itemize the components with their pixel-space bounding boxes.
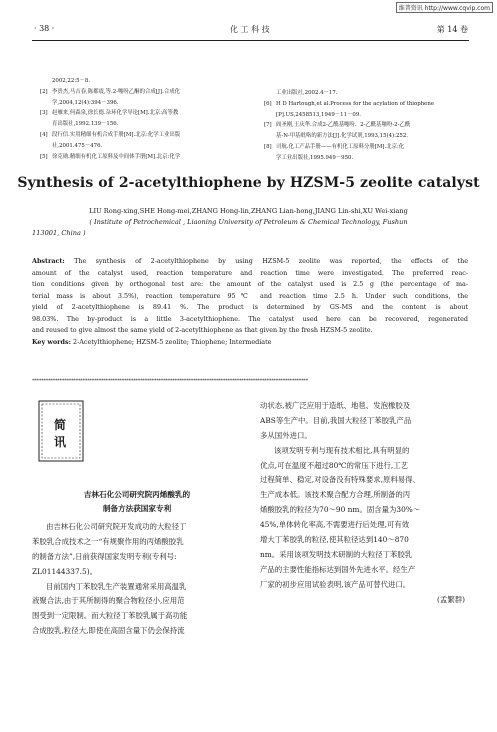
reference-line xyxy=(40,130,240,141)
reference-number: [4] xyxy=(40,131,48,138)
news-box-label: 简 讯 xyxy=(53,418,68,449)
keywords-label: Key words: xyxy=(32,337,71,346)
reference-text: 基-N-甲基吡咯的新方法[J].化学试剂,1993,15(4):252. xyxy=(276,133,408,140)
reference-text: 徐克勋.精细有机化工原料及中间体手册[M].北京:化学 xyxy=(52,153,181,160)
news-paragraph-line: ZL01144337.5)。 xyxy=(32,566,97,576)
abstract-line xyxy=(32,256,468,268)
article-authors: LIU Rong-xing,SHE Hong-mei,ZHANG Hong-lin,ZHANG Lian-hong,JIANG Lin-shi,XU Wei-xiang xyxy=(89,207,408,215)
volume-number: 第 14 卷 xyxy=(436,25,468,34)
reference-text: 工业出版社,2002.4－17. xyxy=(276,90,338,96)
page-number: · 38 · xyxy=(34,24,55,33)
news-paragraph-line: 过程简单、稳定,对设备没有特殊要求,原料易得、 xyxy=(260,475,420,485)
abstract-line-text: The synthesis of 2-acetylthiophene by using HZSM-5 zeolite was reported, the effects of the xyxy=(74,257,468,265)
abstract-line-text: amount of the catalyst used, reaction temperature and reaction time were investigated. The preferred reac- xyxy=(32,268,468,277)
reference-text: 2002,22:5－8. xyxy=(52,78,91,84)
reference-text: 学,2004,12(4):394－396. xyxy=(52,99,119,106)
reference-number: [2] xyxy=(40,88,48,95)
news-title-line1: 吉林石化公司研究院丙烯酸乳的 xyxy=(83,490,191,499)
journal-name: 化 工 科 技 xyxy=(230,25,270,34)
reference-text: 阎圣刚,王庆华.合成2-乙酰基噻吩、2-乙酰基噻吩-2-乙酰 xyxy=(276,122,411,129)
reference-number: [8] xyxy=(264,143,272,150)
news-box xyxy=(38,400,84,462)
news-paragraph-line: 产品的主要性能指标达到国外先进水平。经生产 xyxy=(260,564,416,574)
news-paragraph-line: 45%,单体转化率高,不需要进行后处理,可有效 xyxy=(260,520,410,530)
news-title-line2: 制备方法获国家专利 xyxy=(102,504,172,513)
reference-line xyxy=(40,152,240,163)
abstract-line xyxy=(32,268,468,280)
news-paragraph-line: 合成胶乳,粒径大,即使在高固含量下仍会保持流 xyxy=(32,626,185,636)
keywords-line xyxy=(32,337,468,349)
reference-line xyxy=(40,108,240,119)
abstract-label: Abstract: xyxy=(32,257,65,265)
news-paragraph-line: 烯酸胶乳的粒径为70～90 nm。固含量为30%～ xyxy=(260,505,421,515)
article-affiliation: ( Institute of Petrochemical , Liaoning University of Petroleum & Chemical Technology, Fushun xyxy=(89,218,408,226)
news-paragraph-line: 的制备方法”,日前获得国家发明专利(专利号: xyxy=(32,551,177,561)
reference-text: H D Hartough,et al.Process for the acylation of thiophene xyxy=(276,100,435,107)
news-paragraph-line: 厂家的初步应用试验表明,该产品可替代进口。 xyxy=(260,579,411,589)
reference-line xyxy=(40,76,240,87)
news-paragraph-line: 由吉林石化公司研究院开发成功的大粒径丁 xyxy=(46,522,187,531)
news-paragraph-line: 围受到一定限制。而大粒径丁苯胶乳属于高功能 xyxy=(32,611,188,621)
reference-line xyxy=(264,88,468,99)
reference-number: [7] xyxy=(264,122,272,129)
abstract-line xyxy=(32,314,468,326)
reference-line xyxy=(264,120,468,131)
reference-text: 李贵杰,马吉春,陈都震,等.2-噻吩乙酮的合成[J].合成化 xyxy=(52,88,180,95)
reference-line xyxy=(264,110,468,121)
news-paragraph-line: ABS等生产中。目前,我国大粒径丁苯胶乳产品 xyxy=(260,415,412,425)
news-paragraph-line: 多从国外进口。 xyxy=(260,430,312,440)
reference-text: 段行信.实用精细有机合成手册[M].北京:化学工业出版 xyxy=(52,131,181,138)
abstract-line-text: tion conditions given by orthogonal test are: the amount of the catalyst used is 2.5 g (the percentage of ma- xyxy=(32,280,468,288)
news-signer: (孟繁群) xyxy=(437,594,465,604)
abstract-line-text: and reused to give almost the same yield of 2-acetylthiophene as that given by the fresh HZSM-5 zeolite. xyxy=(32,326,373,334)
abstract-block xyxy=(32,256,468,348)
reference-line xyxy=(40,141,240,152)
news-paragraph-line: 动状态,被广泛应用于造纸、地毯、发泡橡胶及 xyxy=(260,401,411,410)
reference-text: 社,2001.475－476. xyxy=(52,142,103,149)
abstract-line xyxy=(32,291,468,303)
abstract-line-text: 98.03%. The by-product is a little 3-acetylthiophene. The catalyst used here can be recovered, regenerated xyxy=(32,314,468,323)
reference-line xyxy=(264,153,468,164)
reference-line xyxy=(40,119,240,130)
news-paragraph-line: 生产成本低。该技术聚合配方合理,所制备的丙 xyxy=(260,490,411,500)
reference-line xyxy=(40,87,240,98)
reference-line xyxy=(264,131,468,142)
news-paragraph-line: 苯胶乳合成技术之一“有规聚作用的丙烯酸胶乳 xyxy=(32,536,184,546)
article-affiliation-cont: 113001, China ) xyxy=(32,229,86,237)
abstract-line-text: terial mass is about 3.5%), reaction temperature 95℃ and reaction time 2.5 h. Under such conditions, the xyxy=(32,291,468,300)
references-left xyxy=(40,76,240,162)
reference-number: [5] xyxy=(40,153,48,160)
references-right xyxy=(264,88,468,164)
news-paragraph-line: nm。采用该项发明技术研制的大粒径丁苯胶乳 xyxy=(260,549,413,559)
reference-text: 学工业出版社,1995.949－950. xyxy=(276,154,354,161)
news-column-left xyxy=(32,520,242,639)
reference-number: [6] xyxy=(264,100,272,107)
page-header xyxy=(34,24,468,36)
news-column-right xyxy=(260,399,469,607)
reference-text: 育出版社,1992.139－156. xyxy=(52,121,119,128)
news-paragraph-line: 增大丁苯胶乳的粒径,使其粒径达到140～870 xyxy=(260,535,409,545)
reference-text: [P].US,2458513,1949－11－09. xyxy=(276,111,361,118)
header-rule xyxy=(32,40,469,41)
reference-line xyxy=(264,142,468,153)
watermark: 维普资讯 http://www.cqvip.com xyxy=(396,2,493,13)
section-separator: ************************************************************************************************************************ xyxy=(32,378,309,384)
article-title: Synthesis of 2-acetylthiophene by HZSM-5 zeolite catalyst xyxy=(17,175,480,191)
keywords-text: 2-Acetylthiophene; HZSM-5 zeolite; Thiophene; Intermediate xyxy=(73,337,272,346)
abstract-text xyxy=(32,256,468,337)
reference-number: [3] xyxy=(40,110,48,117)
abstract-line xyxy=(32,325,468,337)
news-paragraph-line: 该项发明专利与现有技术相比,具有明显的 xyxy=(274,445,410,455)
reference-line xyxy=(264,99,468,110)
news-paragraph-line: 优点,可在温度不超过80℃的常压下进行,工艺 xyxy=(260,460,409,470)
reference-text: 赵雁来,何森泉,徐长德.杂环化学导论[M].北京:高等教 xyxy=(52,110,179,117)
abstract-line xyxy=(32,279,468,291)
reference-text: 司航.化工产品手册——有机化工原料分册[M].北京:化 xyxy=(276,143,405,150)
abstract-line-text: yield of 2-acetylthiophene is 89.41 %. The product is determined by GS-MS and the content is about xyxy=(32,303,468,311)
reference-line xyxy=(40,98,240,109)
abstract-line xyxy=(32,302,468,314)
news-paragraph-line: 目前国内丁苯胶乳生产装置通常采用高温乳 xyxy=(46,581,187,591)
news-paragraph-line: 液聚合法,由于其所制得的聚合物粒径小,应用范 xyxy=(32,596,185,606)
